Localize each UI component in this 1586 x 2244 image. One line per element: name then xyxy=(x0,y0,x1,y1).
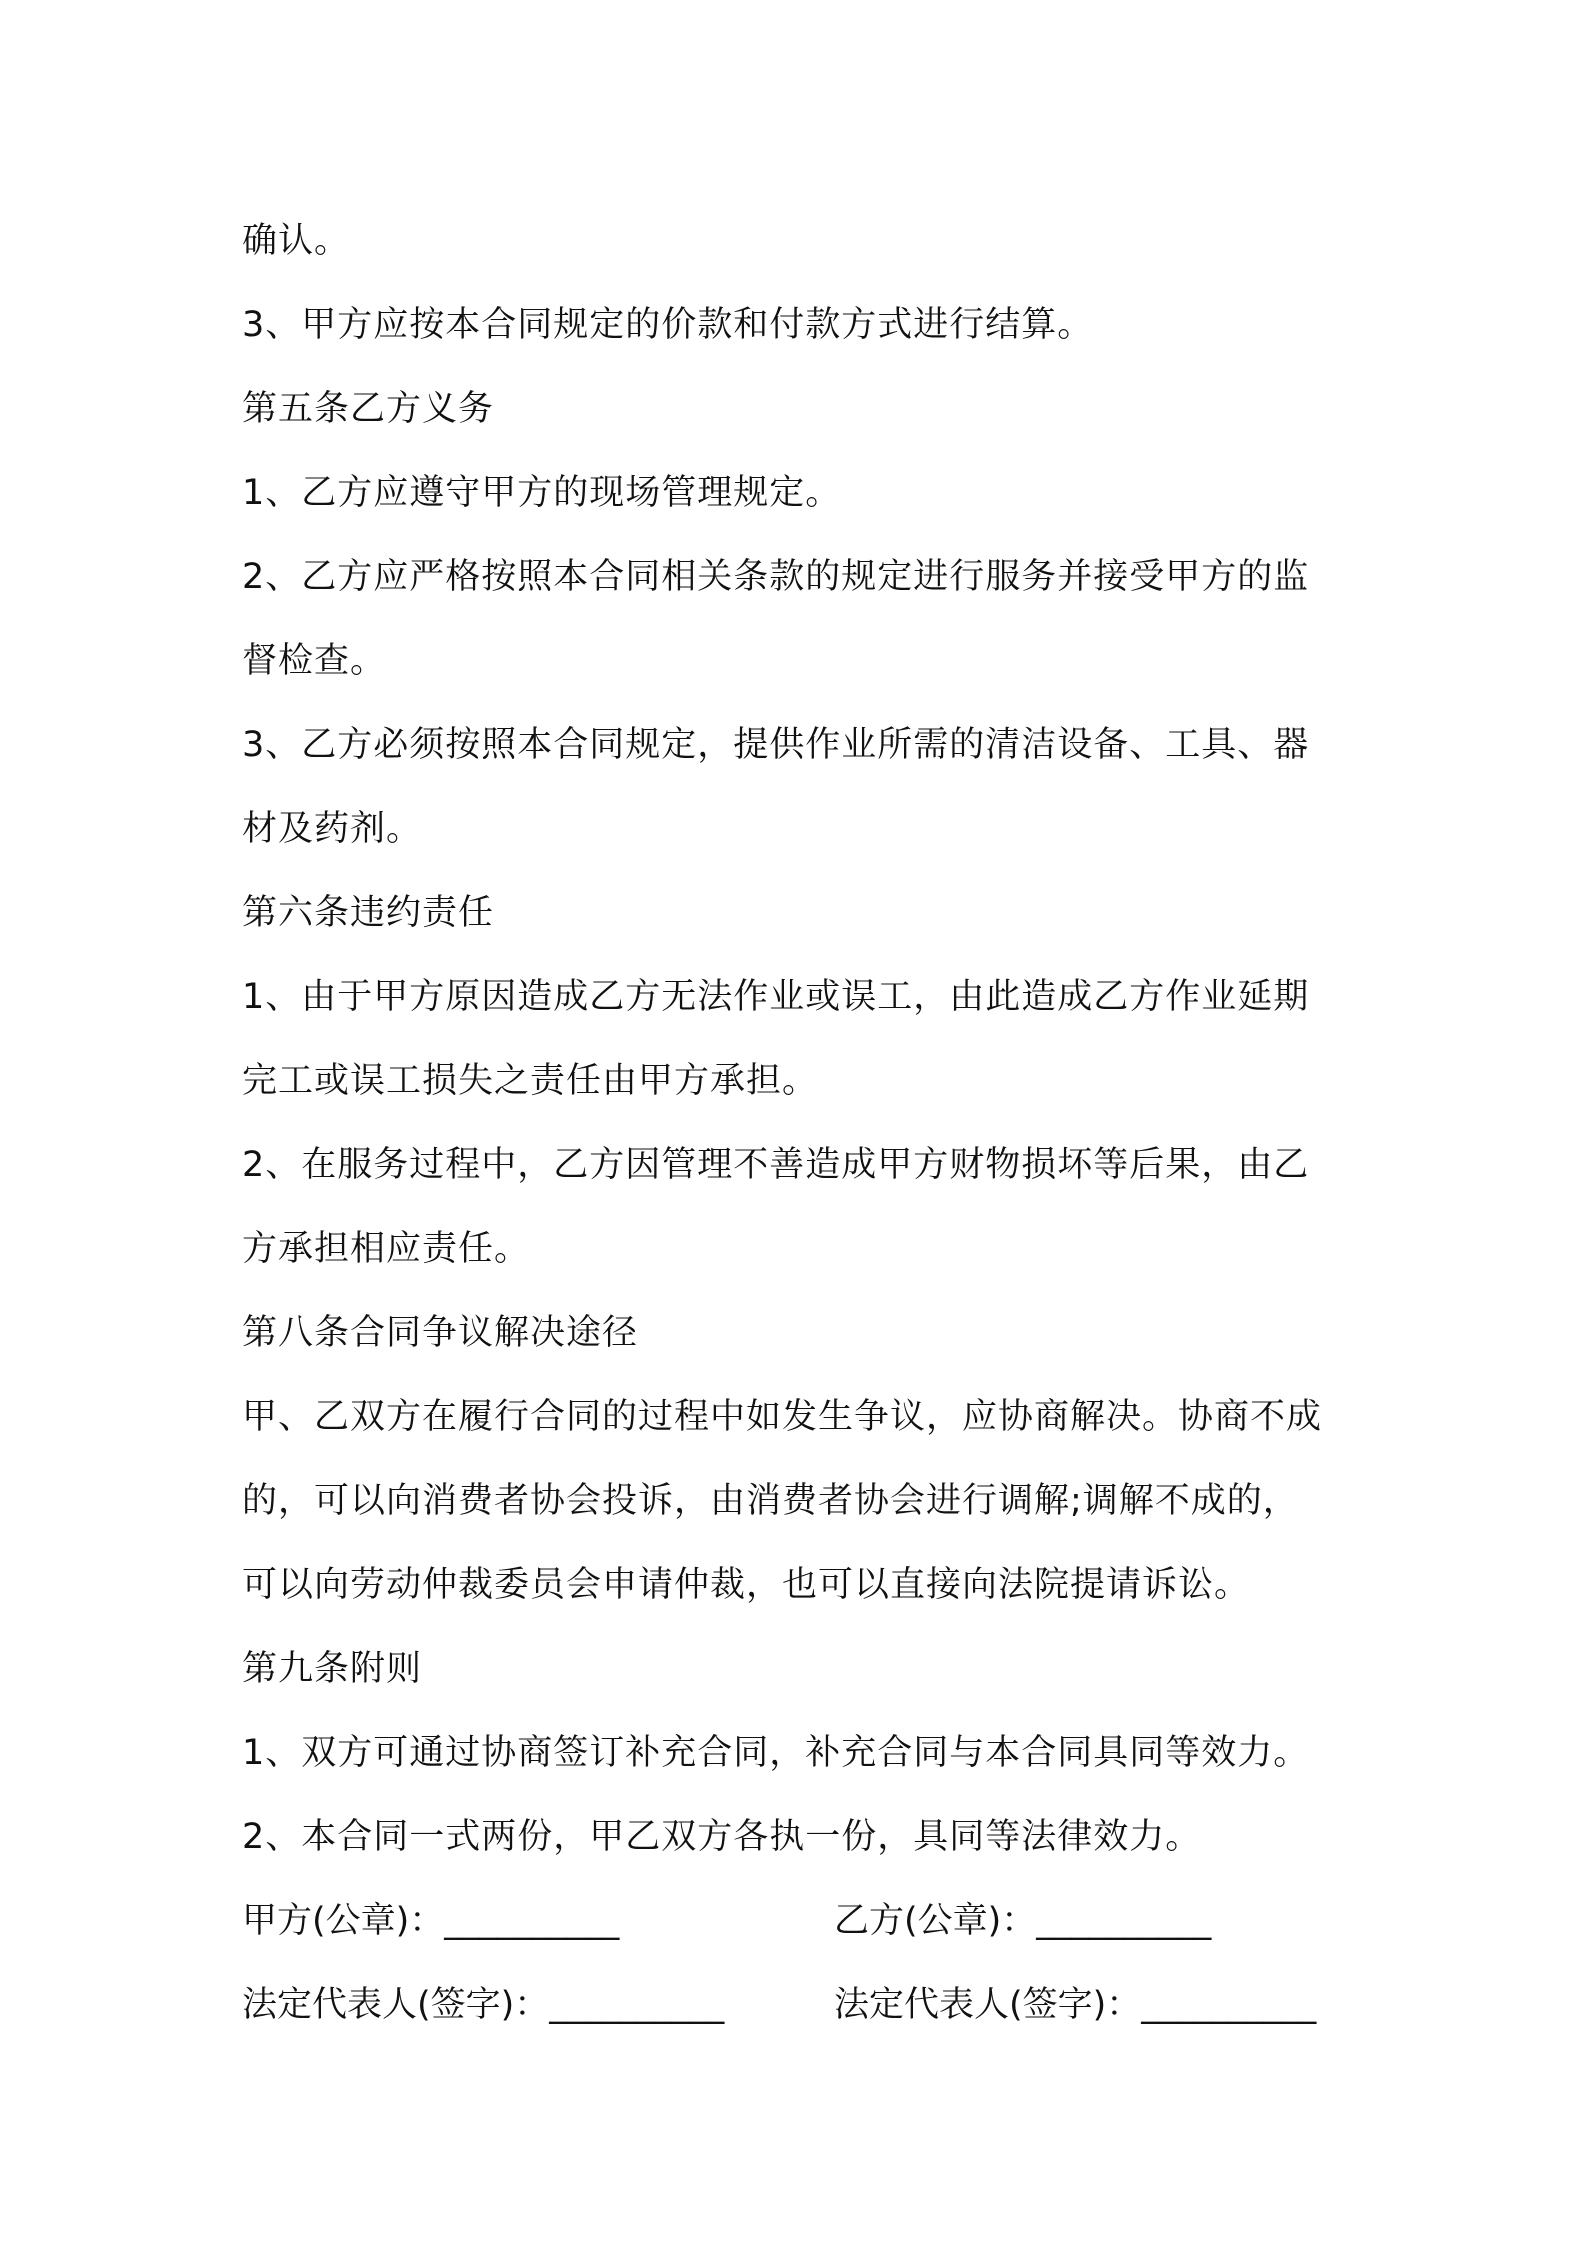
clause-item: 3、甲方应按本合同规定的价款和付款方式进行结算。 xyxy=(242,305,1094,345)
clause-item: 3、乙方必须按照本合同规定，提供作业所需的清洁设备、工具、器 xyxy=(242,725,1310,765)
clause-item: 1、乙方应遵守甲方的现场管理规定。 xyxy=(242,473,842,513)
article-heading: 第八条合同争议解决途径 xyxy=(242,1313,639,1353)
clause-item: 2、在服务过程中，乙方因管理不善造成甲方财物损坏等后果，由乙 xyxy=(242,1145,1310,1185)
party-b-seal-field: 乙方(公章)：__________ xyxy=(834,1901,1212,1941)
text-line: 方承担相应责任。 xyxy=(242,1229,531,1269)
paragraph-line: 甲、乙双方在履行合同的过程中如发生争议，应协商解决。协商不成 xyxy=(242,1397,1323,1437)
clause-item: 1、双方可通过协商签订补充合同，补充合同与本合同具同等效力。 xyxy=(242,1733,1310,1773)
article-heading: 第五条乙方义务 xyxy=(242,389,495,429)
signature-row-representative xyxy=(242,1963,1372,2047)
text-line: 督检查。 xyxy=(242,641,387,681)
party-a-representative-field: 法定代表人(签字)：__________ xyxy=(242,1985,725,2025)
paragraph-line: 可以向劳动仲裁委员会申请仲裁，也可以直接向法院提请诉讼。 xyxy=(242,1565,1251,1605)
article-heading: 第九条附则 xyxy=(242,1649,423,1689)
clause-item: 2、乙方应严格按照本合同相关条款的规定进行服务并接受甲方的监 xyxy=(242,557,1310,597)
signature-row-seal xyxy=(242,1879,1372,1963)
party-b-representative-field: 法定代表人(签字)：__________ xyxy=(834,1985,1317,2025)
article-heading: 第六条违约责任 xyxy=(242,893,495,933)
document-body xyxy=(242,199,1372,2047)
text-line: 确认。 xyxy=(242,221,351,261)
text-line: 完工或误工损失之责任由甲方承担。 xyxy=(242,1061,819,1101)
text-line: 材及药剂。 xyxy=(242,809,423,849)
clause-item: 2、本合同一式两份，甲乙双方各执一份，具同等法律效力。 xyxy=(242,1817,1202,1857)
clause-item: 1、由于甲方原因造成乙方无法作业或误工，由此造成乙方作业延期 xyxy=(242,977,1310,1017)
paragraph-line: 的，可以向消费者协会投诉，由消费者协会进行调解;调解不成的， xyxy=(242,1481,1299,1521)
party-a-seal-field: 甲方(公章)：__________ xyxy=(242,1901,620,1941)
